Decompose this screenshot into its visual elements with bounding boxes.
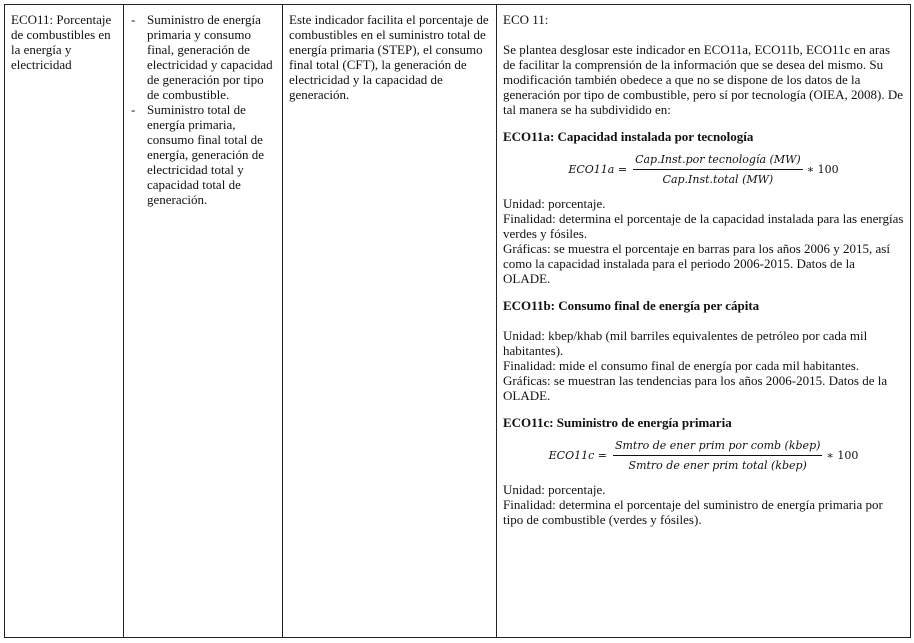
eco11c-finalidad: Finalidad: determina el porcentaje del suministro de energía primaria por tipo de combustible (verdes y fósiles). [503, 497, 883, 527]
formula-lhs: ECO11a = [568, 162, 628, 176]
indicator-table [4, 4, 911, 638]
eco11b-finalidad: Finalidad: mide el consumo final de energía por cada mil habitantes. [503, 358, 860, 373]
list-item: - Suministro total de energía primaria, consumo final total de energía, generación de electricidad total y capacidad total de generación. [130, 102, 276, 207]
components-list [130, 12, 276, 207]
indicator-name-cell [5, 5, 124, 638]
formula-numerator: Smtro de ener prim por comb (kbep) [613, 438, 822, 456]
formula-rhs: ∗ 100 [806, 162, 839, 176]
eco11c-title: ECO11c: Suministro de energía primaria [503, 415, 732, 430]
proposal-intro: Se plantea desglosar este indicador en ECO11a, ECO11b, ECO11c en aras de facilitar la comprensión de la información que se desea del mismo. Su modificación también obedece a que no se dispone de los datos de la generación por tipo de combustible, pero sí por tecnología (OIEA, 2008). De tal manera se ha subdividido en: [503, 42, 903, 117]
proposal-heading: ECO 11: [503, 12, 549, 27]
formula-numerator: Cap.Inst.por tecnología (MW) [633, 152, 803, 170]
eco11b-unidad: Unidad: kbep/khab (mil barriles equivalentes de petróleo por cada mil habitantes). [503, 328, 868, 358]
proposal-cell [497, 5, 911, 638]
table-row [5, 5, 911, 638]
eco11a-finalidad: Finalidad: determina el porcentaje de la capacidad instalada para las energías verdes y fósiles. [503, 211, 904, 241]
eco11a-title: ECO11a: Capacidad instalada por tecnología [503, 129, 754, 144]
formula-fraction [613, 438, 822, 473]
components-cell [124, 5, 283, 638]
formula-denominator: Cap.Inst.total (MW) [662, 172, 774, 186]
eco11c-formula [503, 438, 904, 472]
indicator-table-page [4, 4, 910, 638]
description-cell [283, 5, 497, 638]
formula-rhs: ∗ 100 [826, 448, 859, 462]
eco11a-graficas: Gráficas: se muestra el porcentaje en barras para los años 2006 y 2015, así como la capacidad instalada para el periodo 2006-2015. Datos de la OLADE. [503, 241, 890, 286]
list-item: - Suministro de energía primaria y consumo final, generación de electricidad y capacidad de generación por tipo de combustible. [130, 12, 276, 102]
eco11a-formula [503, 152, 904, 186]
formula-fraction [633, 152, 803, 187]
eco11b-graficas: Gráficas: se muestran las tendencias para los años 2006-2015. Datos de la OLADE. [503, 373, 888, 403]
description-text: Este indicador facilita el porcentaje de combustibles en el suministro total de energía primaria (STEP), el consumo final total (CFT), la generación de electricidad y la capacidad de generación. [289, 12, 489, 102]
eco11c-unidad: Unidad: porcentaje. [503, 482, 606, 497]
eco11a-unidad: Unidad: porcentaje. [503, 196, 606, 211]
formula-denominator: Smtro de ener prim total (kbep) [628, 458, 807, 472]
eco11b-title: ECO11b: Consumo final de energía per cápita [503, 298, 760, 313]
formula-lhs: ECO11c = [548, 448, 607, 462]
indicator-name: ECO11: Porcentaje de combustibles en la energía y electricidad [11, 12, 112, 72]
